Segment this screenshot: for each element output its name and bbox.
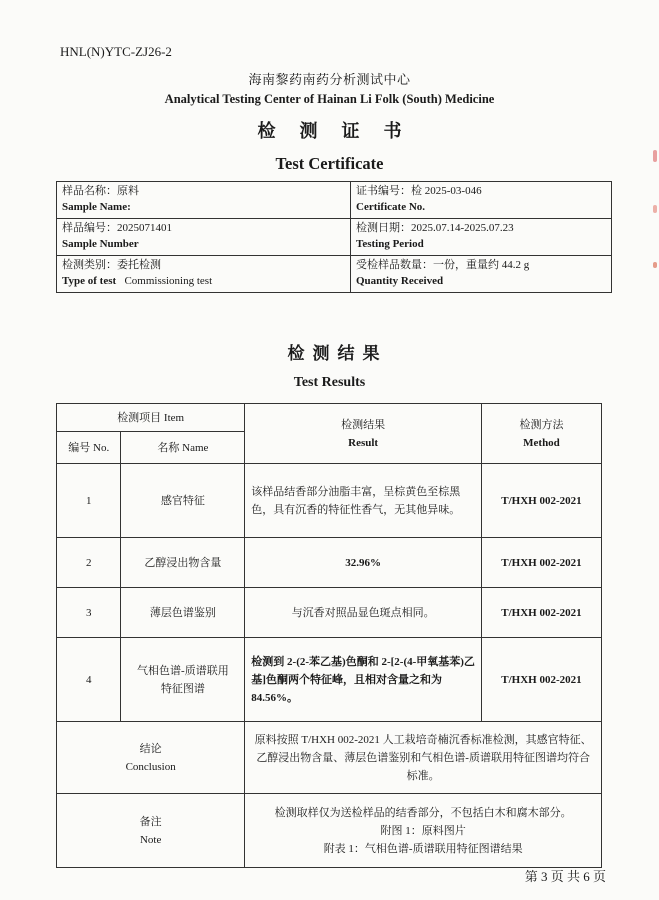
table-row [57,464,602,538]
header-method-en: Method [523,436,560,449]
certificate-title-en: Test Certificate [275,154,384,173]
row-name-line1: 气相色谱-质谱联用 [137,664,229,677]
quantity-en: Quantity Received [356,275,444,287]
results-table [56,403,602,868]
edge-stamp-mark [653,150,657,162]
testing-period-cell [351,219,612,256]
row-name: 感官特征 [121,464,245,538]
row-no: 3 [57,588,121,638]
certificate-no-en: Certificate No. [356,201,426,213]
conclusion-text: 原料按照 T/HXH 002-2021 人工栽培奇楠沉香标准检测，其感官特征、乙醇浸出物含量、薄层色谱鉴别和气相色谱-质谱联用特征图谱均符合标准。 [245,722,602,794]
row-no: 1 [57,464,121,538]
header-no-text: 编号 No. [68,441,110,454]
edge-stamp-mark [653,262,657,268]
note-row [57,794,602,868]
certificate-no-cn: 证书编号：检 2025-03-046 [356,185,482,197]
sample-name-cn: 样品名称：原料 [62,185,139,197]
page-number: 第 3 页 共 6 页 [524,869,606,884]
certificate-title-cn: 检测证书 [257,121,426,141]
header-method-cn: 检测方法 [519,418,564,431]
conclusion-en: Conclusion [125,760,176,773]
sample-number-cn: 样品编号：2025071401 [62,222,172,234]
edge-stamp-mark [653,205,657,213]
row-result: 检测到 2-(2-苯乙基)色酮和 2-[2-(4-甲氧基苯)乙基]色酮两个特征峰，且相对含量之和为 84.56%。 [245,638,482,722]
table-row [57,638,602,722]
row-method: T/HXH 002-2021 [481,588,601,638]
conclusion-cn: 结论 [139,742,162,755]
header-item: 检测项目 Item [57,404,245,432]
quantity-cell [351,256,612,293]
document-id: HNL(N)YTC-ZJ26-2 [60,44,172,59]
table-row [57,538,602,588]
header-result-cn: 检测结果 [341,418,386,431]
sample-name-cell [57,182,351,219]
test-type-en: Type of test [62,275,117,287]
testing-period-cn: 检测日期：2025.07.14-2025.07.23 [356,222,514,234]
results-title-en: Test Results [293,375,366,390]
sample-number-en: Sample Number [62,238,139,250]
test-type-cell [57,256,351,293]
row-name [121,638,245,722]
note-line-2: 附图 1：原料图片 [380,824,466,837]
table-row [57,588,602,638]
header-result [245,404,482,464]
header-name-text: 名称 Name [157,441,209,454]
row-method: T/HXH 002-2021 [481,538,601,588]
row-result: 该样品结香部分油脂丰富，呈棕黄色至棕黑色，具有沉香的特征性香气，无其他异味。 [245,464,482,538]
sample-name-en: Sample Name: [62,201,131,213]
note-line-1: 检测取样仅为送检样品的结香部分，不包括白木和腐木部分。 [274,806,572,819]
row-name-line2: 特征图谱 [160,682,205,695]
sample-number-cell [57,219,351,256]
row-no: 4 [57,638,121,722]
conclusion-label [57,722,245,794]
row-result: 32.96% [245,538,482,588]
note-line-3: 附表 1：气相色谱-质谱联用特征图谱结果 [323,842,523,855]
note-cn: 备注 [139,815,162,828]
certificate-no-cell [351,182,612,219]
row-method: T/HXH 002-2021 [481,638,601,722]
row-no: 2 [57,538,121,588]
quantity-cn: 受检样品数量：一份，重量约 44.2 g [356,259,530,271]
header-result-en: Result [348,436,379,449]
conclusion-row [57,722,602,794]
note-text [245,794,602,868]
note-en: Note [139,833,162,846]
note-label [57,794,245,868]
row-result: 与沉香对照品显色斑点相同。 [245,588,482,638]
row-name: 薄层色谱鉴别 [121,588,245,638]
row-name: 乙醇浸出物含量 [121,538,245,588]
test-type-cn: 检测类别：委托检测 [62,259,161,271]
test-type-value-en: Commissioning test [124,275,213,287]
header-name [121,432,245,464]
org-name-cn: 海南黎药南药分析测试中心 [248,72,411,87]
sample-info-table [56,181,612,293]
results-title-cn: 检测结果 [287,344,388,363]
testing-period-en: Testing Period [356,238,424,250]
row-method: T/HXH 002-2021 [481,464,601,538]
header-no [57,432,121,464]
org-name-en: Analytical Testing Center of Hainan Li Folk (South) Medicine [164,92,495,106]
header-method [481,404,601,464]
